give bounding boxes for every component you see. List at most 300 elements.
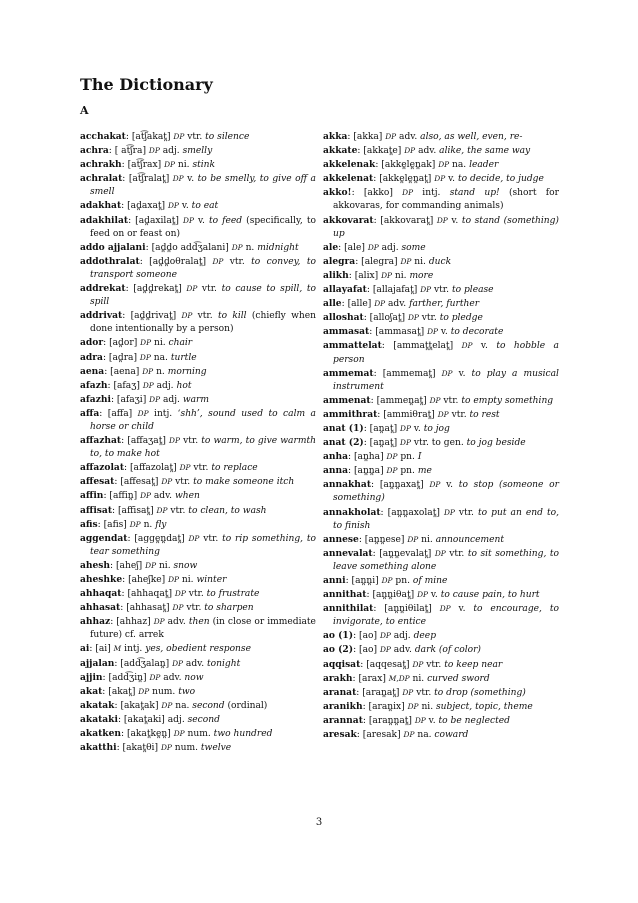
part-of-speech: pn. [395,576,410,586]
dictionary-entry [323,643,559,657]
pronunciation: [akke̪le̪n̪at̪] [379,174,432,185]
source-tag: DP [160,743,172,753]
source-tag: DP [403,730,415,740]
definition: tonight [207,658,241,669]
definition: smelly [182,146,213,157]
source-tag: DP [414,715,426,725]
note: (ordinal) [227,700,268,711]
part-of-speech: num. [174,743,198,754]
colon: : [377,409,384,420]
source-tag: DP [434,548,446,558]
part-of-speech: na. [153,352,168,363]
source-tag: DP [379,645,391,655]
definition: dark (of color) [414,645,481,656]
colon: : [108,146,115,157]
colon: : [102,686,109,697]
colon: : [353,631,360,642]
headword: alloshat [323,312,364,324]
part-of-speech: vtr. [188,589,204,600]
colon: : [107,380,114,391]
pronunciation: [afis] [103,519,127,530]
colon: : [363,313,370,324]
source-tag: DP [140,491,151,501]
pronunciation: [ad̪axilat̪] [135,215,179,226]
dictionary-entry [323,158,559,172]
part-of-speech: intj. [124,644,143,655]
part-of-speech: adv. [399,132,418,142]
headword: akatken [80,728,121,740]
headword: anat (1) [323,422,364,434]
colon: : [369,327,376,338]
headword: ador [80,337,104,349]
definition: also, as well, even, re- [420,132,523,142]
dictionary-entry [80,504,316,518]
headword: akkelenak [323,159,376,171]
source-tag: DP [173,132,185,141]
note: (in close or immediate future) cf. arrek [90,617,316,641]
definition: to replace [211,463,258,474]
definition: to stand (something) up [333,215,559,239]
colon: : [345,576,352,586]
headword: akka [323,131,348,142]
headword: affesat [80,476,115,488]
colon: : [121,201,128,212]
part-of-speech: v. [428,715,436,726]
source-tag: DP [156,505,168,515]
dictionary-entry [80,713,316,727]
part-of-speech: num. [152,686,176,697]
dictionary-entry [80,309,316,336]
headword: annevalat [323,547,373,559]
note: (chiefly when done intentionally by a person) [90,311,316,335]
pronunciation: [alle] [347,299,372,310]
headword: alegra [323,255,356,267]
dictionary-entry [323,629,559,643]
colon: : [381,341,394,352]
pronunciation: [an̪n̪iθat̪] [372,590,415,601]
source-tag: DP [438,160,450,170]
definition: to rip something, to tear something [90,533,316,557]
colon: : [97,519,104,530]
source-tag: DP [172,603,184,613]
headword: aggendat [80,532,128,544]
pronunciation: [ad̪d̪oθralat̪] [149,256,207,267]
dictionary-entry [323,367,559,394]
source-tag: DP [169,436,180,446]
source-tag: DP [417,590,428,600]
definition: coward [434,730,469,741]
definition: to sharpen [204,603,254,614]
definition: curved sword [427,673,490,684]
headword: ammemat [323,367,374,379]
headword: afis [80,518,98,530]
part-of-speech: pn. [400,466,415,477]
pronunciation: [akat̪aki] [123,714,165,725]
part-of-speech: vtr. [443,395,459,406]
colon: : [124,463,130,474]
headword: anat (2) [323,437,364,449]
definition: to please [451,285,494,296]
pronunciation: [ad̪d̪rekat̪] [133,284,182,295]
colon: : [352,673,359,684]
definition: fly [155,519,167,530]
definition: to warm, to give warmth to, to make hot [90,436,316,460]
headword: addrivat [80,310,123,322]
part-of-speech: vtr. [421,313,437,324]
dictionary-entry [80,255,316,282]
colon: : [117,714,124,725]
part-of-speech: na. [452,160,467,171]
definition: to decorate [450,327,504,338]
headword: afazh [80,379,108,391]
definition: duck [428,256,452,267]
source-tag: DP [381,576,393,585]
colon: : [357,146,364,157]
source-tag: DP [145,560,157,570]
definition: to keep near [444,659,503,670]
pronunciation: [at͡ʃrax] [127,160,162,171]
definition: to play a musical instrument [333,368,559,392]
dictionary-entry [323,728,559,742]
headword: achralat [80,173,123,185]
source-tag: DP [183,215,194,225]
pronunciation: [ale] [344,242,365,253]
part-of-speech: n. [156,366,165,377]
definition: two [178,686,196,697]
part-of-speech: adj. [381,242,399,253]
definition: snow [173,560,198,571]
source-tag: DP [367,242,379,252]
pronunciation: [add͡ʒin̪] [108,672,147,683]
pronunciation: [aheʃ] [116,560,143,571]
colon: : [89,644,96,655]
colon: : [375,160,382,171]
colon: : [362,715,369,726]
colon: : [353,645,360,656]
source-tag: DP [420,285,432,295]
colon: : [373,604,385,615]
part-of-speech: v. [451,215,459,226]
dictionary-entry [80,657,316,671]
headword: akko! [323,187,352,199]
colon: : [145,242,152,253]
headword: anna [323,465,349,477]
definition: stand up! [449,188,500,199]
headword: arakh [323,672,353,684]
headword: addothralat [80,255,140,267]
colon: : [363,438,370,449]
colon: : [114,658,121,669]
colon: : [373,174,380,185]
dictionary-entry [80,587,316,601]
colon: : [380,507,388,518]
source-tag: DP [138,686,150,696]
headword: ajjin [80,671,103,683]
pronunciation: [afaʒ] [113,380,140,391]
headword: ajjalan [80,657,115,669]
source-tag: DP [385,132,397,141]
dictionary-entry [323,186,559,213]
pronunciation: [ammat̪t̪elat̪] [393,341,454,352]
definition: to clean, to wash [188,505,267,516]
definition: stink [192,160,216,171]
definition: to decide, to judge [457,174,544,185]
definition: second [187,714,220,725]
colon: : [110,617,117,628]
pronunciation: [an̪n̪evalat̪] [379,548,432,559]
colon: : [104,366,111,377]
definition: to cause pain, to hurt [440,590,540,601]
colon: : [121,160,128,171]
part-of-speech: adj. [393,631,411,642]
definition: leader [469,160,499,171]
headword: ammattelat [323,340,382,352]
colon: : [102,352,109,363]
colon: : [110,394,117,405]
pronunciation: [akke̪le̪n̪ak] [381,160,436,171]
definition: to stop (someone or something) [333,480,559,504]
source-tag: DP [436,215,448,225]
pronunciation: [ammemat̪] [382,368,436,379]
definition: to pledge [439,313,483,324]
definition: to make someone itch [193,477,295,488]
headword: aresak [323,729,357,741]
page-title: The Dictionary [80,75,213,94]
headword: addo ajjalani [80,241,146,253]
dictionary-entry [323,588,559,602]
dictionary-entry [323,506,559,533]
dictionary-entry [323,700,559,714]
dictionary-entry [323,144,559,158]
definition: twelve [200,743,232,754]
definition: to kill [217,311,247,322]
pronunciation: [ao] [359,645,378,656]
definition: to hobble a person [333,341,559,365]
headword: annakholat [323,506,381,518]
part-of-speech: ni. [421,701,434,712]
pronunciation: [affin̪] [109,491,138,502]
source-tag: DP [168,575,180,584]
dictionary-entry [323,408,559,422]
dictionary-entry [323,547,559,574]
headword: affazolat [80,462,125,474]
dictionary-entry [80,282,316,309]
colon: : [362,701,369,712]
dictionary-entry [323,241,559,255]
part-of-speech: adj. [162,146,180,157]
definition: to rest [469,409,500,420]
pronunciation: [afaʒi] [116,394,147,405]
source-tag: DP [140,338,152,348]
dictionary-entry [80,172,316,199]
pronunciation: [ai] [95,644,111,655]
pronunciation: [akat̪ak] [120,700,159,711]
definition: some [401,242,426,253]
definition: ‘shh’, sound used to calm a horse or child [90,408,316,432]
pronunciation: [ammen̪at̪] [376,395,427,406]
part-of-speech: vtr. [193,463,209,474]
part-of-speech: vtr. [183,436,199,447]
part-of-speech: ni. [414,256,426,267]
headword: adakhat [80,200,122,212]
pronunciation: [akko] [363,188,393,199]
part-of-speech: ni. [153,338,166,349]
source-tag: DP [429,395,441,405]
colon: : [120,729,127,740]
part-of-speech: vtr. [416,687,432,698]
part-of-speech: v. [480,341,488,352]
part-of-speech: v. [458,604,466,615]
headword: affa [80,407,100,419]
dictionary-entry [323,686,559,700]
definition: to encourage, to invigorate, to entice [333,604,559,628]
headword: aranat [323,686,357,698]
dictionary-entry [80,461,316,475]
pronunciation: [ad̪d̪o add͡ʒalani] [151,242,229,253]
pronunciation: [alegra] [361,256,398,267]
definition: me [417,466,432,477]
headword: ahhaz [80,616,111,628]
source-tag: DP [172,174,184,184]
part-of-speech: v. [197,215,205,226]
part-of-speech: adv. [393,645,412,656]
source-tag: DP [139,352,151,362]
part-of-speech: v. [440,327,448,338]
part-of-speech: v. [446,480,454,491]
pronunciation: [akat̪ke̪n̪] [126,729,171,740]
dictionary-entry [323,422,559,436]
dictionary-entry [80,241,316,255]
pronunciation: [an̪n̪axat̪] [379,480,424,491]
page-number: 3 [315,817,323,828]
part-of-speech: ni. [181,575,194,585]
colon: : [127,533,135,544]
pronunciation: [an̪at̪] [369,423,398,434]
dictionary-entry [80,130,316,144]
colon: : [348,452,354,463]
source-tag: DP [386,452,398,462]
pronunciation: [ad̪ra] [108,352,138,363]
colon: : [103,491,110,502]
definition: farther, further [409,299,480,310]
part-of-speech: vtr. [197,311,213,322]
colon: : [356,730,363,741]
pronunciation: [aran̪ix] [368,701,405,712]
dictionary-entry [323,464,559,478]
part-of-speech: ni. [421,534,433,545]
source-tag: DP [148,146,160,156]
headword: akatthi [80,742,117,754]
definition: of mine [412,576,448,586]
pronunciation: [at͡ʃakat̪] [131,132,171,142]
headword: arannat [323,714,363,726]
source-tag: DP [181,311,193,321]
part-of-speech: n. [143,519,153,530]
part-of-speech: ni. [412,673,425,684]
pronunciation: [affaʒat̪] [127,436,166,447]
definition: yes, obedient response [145,644,251,655]
definition: warm [182,394,210,405]
definition: to put an end to, to finish [333,507,559,531]
colon: : [373,215,381,226]
definition: deep [413,631,437,642]
source-tag: DP [407,701,419,711]
definition: announcement [435,534,505,545]
colon: : [103,338,110,349]
headword: affin [80,490,104,502]
pronunciation: [akat̪θi] [122,743,159,754]
part-of-speech: ni. [177,160,190,171]
colon: : [371,480,380,491]
colon: : [121,436,128,447]
definition: hot [176,380,192,391]
part-of-speech: adv. [418,146,437,157]
dictionary-entry [323,172,559,186]
source-tag: DP [402,188,414,198]
source-tag: DP [407,534,419,544]
part-of-speech: adj. [162,394,180,405]
definition: alike, the same way [439,146,531,157]
part-of-speech: vtr. [187,132,203,142]
dictionary-entry [323,436,559,450]
source-tag: DP [168,201,179,211]
pronunciation: [an̪n̪ese] [364,534,405,545]
source-tag: DP [379,631,391,641]
part-of-speech: vtr. [434,285,450,296]
part-of-speech: vtr. [170,505,186,516]
headword: affisat [80,504,113,516]
dictionary-entry [323,255,559,269]
pronunciation: [an̪n̪axolat̪] [387,507,440,518]
source-tag: DP [129,519,141,529]
source-tag: DP [400,438,411,448]
dictionary-entry [323,130,559,144]
dictionary-entry [80,685,316,699]
dictionary-entry [323,714,559,728]
dictionary-entry [80,642,316,656]
colon: : [122,311,131,322]
pronunciation: [agge̪n̪dat̪] [134,533,185,544]
definition: morning [167,366,207,377]
dictionary-entry [80,573,316,587]
definition: more [409,270,434,281]
colon: : [347,132,354,142]
pronunciation: [akkat̪e] [363,146,402,157]
definition: to jog beside [466,438,526,449]
headword: akat [80,685,103,697]
left-column [80,130,316,755]
dictionary-entry [80,158,316,172]
dictionary-entry [323,478,559,505]
colon: : [341,299,348,310]
headword: akatak [80,699,115,711]
colon: : [363,423,370,434]
dictionary-entry [80,351,316,365]
dictionary-entry [80,671,316,685]
part-of-speech: vtr. [229,256,245,267]
headword: akkelenat [323,173,374,185]
colon: : [102,672,109,683]
definition: to eat [191,201,219,212]
dictionary-entry [323,533,559,547]
pronunciation: [an̪n̪iθilat̪] [384,604,432,615]
dictionary-entry [323,672,559,686]
colon: : [99,408,108,419]
part-of-speech: v. [187,174,195,185]
source-tag: DP [149,394,161,404]
headword: acchakat [80,131,126,142]
dictionary-entry [80,615,316,642]
